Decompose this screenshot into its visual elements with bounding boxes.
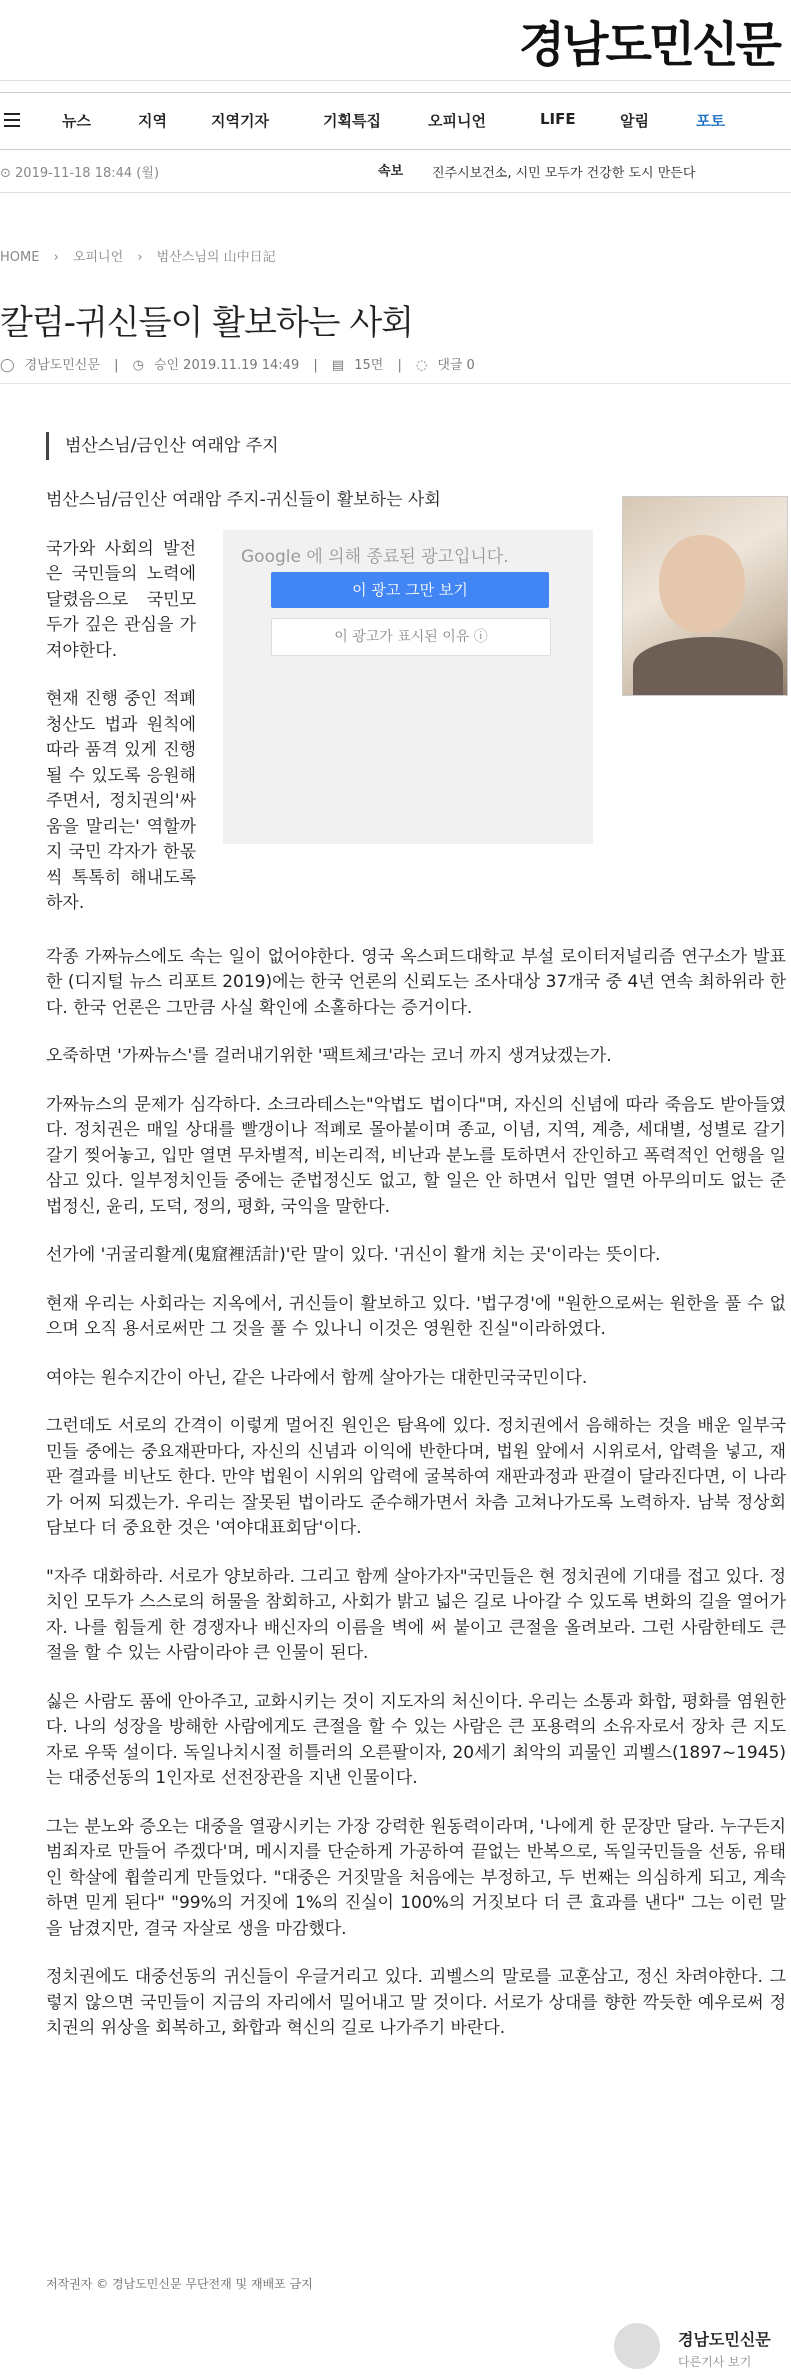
breaking-headline[interactable]: 진주시보건소, 시민 모두가 건강한 도시 만든다	[432, 166, 696, 181]
nav-item-notice[interactable]: 알림	[620, 112, 649, 130]
article-paragraph: 국가와 사회의 발전은 국민들의 노력에 달렸음으로 국민모두가 깊은 관심을 가져야한다.	[46, 538, 196, 661]
nav-item-photo[interactable]: 포토	[696, 112, 725, 130]
article-paragraph: 정치권에도 대중선동의 귀신들이 우글거리고 있다. 괴벨스의 말로를 교훈삼고, 정신 차려야한다. 그렇지 않으면 국민들이 지금의 자리에서 밀어내고 말 것이다. 서로가 상대를 향한 깍듯한 예우로써 정치권의 위상을 회복하고, 화합과 혁신의 길로 나가주기 바란다.	[46, 1967, 786, 2038]
divider: |	[313, 358, 318, 373]
ad-closed-box	[223, 530, 593, 844]
reporter-name: 경남도민신문	[678, 2330, 771, 2349]
article-title: 칼럼-귀신들이 활보하는 사회	[0, 302, 414, 343]
article-paragraph: 여야는 원수지간이 아닌, 같은 나라에서 함께 살아가는 대한민국국민이다.	[46, 1367, 588, 1388]
breadcrumb	[0, 246, 286, 265]
article-paragraph: 가짜뉴스의 문제가 심각하다. 소크라테스는"악법도 법이다"며, 자신의 신념에 따라 죽음도 받아들였다. 정치권은 매일 상대를 빨갱이나 적폐로 몰아붙이며 종교, 이념, 지역, 계층, 세대별, 성별로 갈기갈기 찢어놓고, 입만 열면 무차별적, 비논리적, 비난과 분노를 토하면서 잔인하고 폭력적인 언행을 일삼고 있다. 일부정치인들 중에는 준법정신도 없고, 할 일은 안 하면서 입만 열면 아무의미도 없는 준법정신, 윤리, 도덕, 정의, 평화, 국익을 말한다.	[46, 1094, 786, 1217]
article-paragraph: 싫은 사람도 품에 안아주고, 교화시키는 것이 지도자의 처신이다. 우리는 소통과 화합, 평화를 염원한다. 나의 성장을 방해한 사람에게도 큰절을 할 수 있는 사람은 큰 포용력의 소유자로서 장차 큰 지도자로 우뚝 설이다. 독일나치시절 히틀러의 오른팔이자, 20세기 최악의 괴물인 괴벨스(1897~1945)는 대중선동의 1인자로 선전장관을 지낸 인물이다.	[46, 1691, 786, 1788]
breadcrumb-sub[interactable]: 범산스님의 山中日記	[156, 250, 276, 265]
nav-item-region-reporter[interactable]: 지역기자	[211, 112, 269, 130]
breaking-label: 속보	[378, 164, 404, 179]
article-subtitle: 범산스님/금인산 여래암 주지	[46, 432, 279, 460]
article-paragraph: 현재 진행 중인 적폐청산도 법과 원칙에 따라 품격 있게 진행될 수 있도록 응원해주면서, 정치권의'싸움을 말리는' 역할까지 국민 각자가 한몫씩 톡톡히 해내도록하자.	[46, 689, 196, 913]
article-paragraph: "자주 대화하라. 서로가 양보하라. 그리고 함께 살아가자"국민들은 현 정치권에 기대를 접고 있다. 정치인 모두가 스스로의 허물을 참회하고, 사회가 밝고 넓은 길로 나아갈 수 있도록 변화의 길을 열어가자. 나를 힘들게 한 경쟁자나 배신자의 이름을 벽에 써 붙이고 큰절을 올려보라. 그런 사람한테도 큰절을 할 수 있는 사람이라야 큰 인물이 된다.	[46, 1566, 786, 1663]
divider	[0, 383, 791, 384]
site-logo[interactable]: 경남도민신문	[518, 17, 779, 73]
chevron-right-icon: ›	[137, 250, 143, 265]
ad-notice: Google 에 의해 종료된 광고입니다.	[241, 547, 509, 567]
article-paragraph: 그런데도 서로의 간격이 이렇게 멀어진 원인은 탐욕에 있다. 정치권에서 음해하는 것을 배운 일부국민들 중에는 중요재판마다, 자신의 신념과 이익에 반한다며, 법원 앞에서 시위로서, 압력을 넣고, 재판 결과를 비난도 한다. 만약 법원이 시위의 압력에 굴복하여 재판과정과 판결이 달라진다면, 이 나라가 어찌 되겠는가. 우리는 잘못된 법이라도 준수해가면서 차츰 고쳐나가도록 노력하자. 남북 정상회담보다 더 중요한 것은 '여야대표회담'이다.	[46, 1416, 786, 1538]
chevron-right-icon: ›	[53, 250, 59, 265]
divider: |	[114, 358, 119, 373]
article-source: 경남도민신문	[24, 358, 100, 373]
news-ticker	[0, 148, 791, 193]
nav-item-opinion[interactable]: 오피니언	[428, 112, 486, 130]
stop-ad-button[interactable]: 이 광고 그만 보기	[271, 572, 549, 608]
article-page: 15면	[354, 358, 384, 373]
nav-item-region[interactable]: 지역	[138, 112, 167, 130]
article-paragraph: 오죽하면 '가짜뉴스'를 걸러내기위한 '팩트체크'라는 코너 까지 생겨났겠는가.	[46, 1046, 612, 1066]
article-meta	[0, 354, 485, 373]
avatar	[614, 2323, 660, 2369]
nav-item-special[interactable]: 기획특집	[323, 112, 381, 130]
current-date: 2019-11-18 18:44 (월)	[15, 166, 160, 181]
why-ad-button[interactable]: 이 광고가 표시된 이유 ⓘ	[271, 618, 551, 656]
article-paragraph: 각종 가짜뉴스에도 속는 일이 없어야한다. 영국 옥스퍼드대학교 부설 로이터저널리즘 연구소가 발표한 (디지털 뉴스 리포트 2019)에는 한국 언론의 신뢰도는 조사대상 37개국 중 4년 연속 최하위라 한다. 한국 언론은 그만큼 사실 확인에 소홀하다는 증거이다.	[46, 946, 786, 1018]
divider: |	[397, 358, 402, 373]
article-approved: 승인 2019.11.19 14:49	[153, 358, 300, 373]
site-header	[0, 0, 791, 81]
more-articles-link[interactable]: 다른기사 보기	[678, 2355, 752, 2369]
article-paragraph: 현재 우리는 사회라는 지옥에서, 귀신들이 활보하고 있다. '법구경'에 "원한으로써는 원한을 풀 수 없으며 오직 용서로써만 그 것을 풀 수 있나니 이것은 영원한 진실"이라하였다.	[46, 1293, 786, 1339]
breadcrumb-section[interactable]: 오피니언	[72, 250, 124, 265]
user-icon: ◯	[0, 358, 15, 373]
clock-icon: ⊙ 2019-11-18 18:44 (월)	[0, 166, 160, 181]
reporter-box	[614, 2318, 791, 2375]
article-comments[interactable]: 댓글 0	[437, 358, 475, 373]
copyright: 저작권자 © 경남도민신문 무단전재 및 재배포 금지	[46, 2277, 313, 2291]
nav-item-news[interactable]: 뉴스	[62, 112, 91, 130]
menu-icon[interactable]	[4, 113, 20, 127]
article-paragraph: 선가에 '귀굴리활계(鬼窟裡活計)'란 말이 있다. '귀신이 활개 치는 곳'이라는 뜻이다.	[46, 1245, 661, 1265]
main-nav	[0, 92, 791, 150]
comment-icon: ◌	[415, 358, 428, 373]
article-paragraph: 범산스님/금인산 여래암 주지-귀신들이 활보하는 사회	[46, 490, 441, 510]
nav-item-life[interactable]: LIFE	[540, 110, 576, 128]
page-icon: ▤	[331, 358, 345, 373]
article-paragraph: 그는 분노와 증오는 대중을 열광시키는 가장 강력한 원동력이라며, '나에게 한 문장만 달라. 누구든지 범죄자로 만들어 주겠다'며, 메시지를 단순하게 가공하여 끝없는 반복으로, 독일국민들을 선동, 유태인 학살에 휩쓸리게 만들었다. "대중은 거짓말을 처음에는 부정하고, 두 번째는 의심하게 되고, 계속하면 믿게 된다" "99%의 거짓에 1%의 진실이 100%의 거짓보다 더 큰 효과를 낸다" 그는 이런 말을 남겼지만, 결국 자살로 생을 마감했다.	[46, 1816, 786, 1939]
breadcrumb-home[interactable]: HOME	[0, 250, 40, 265]
clock-icon: ◷	[132, 358, 144, 373]
